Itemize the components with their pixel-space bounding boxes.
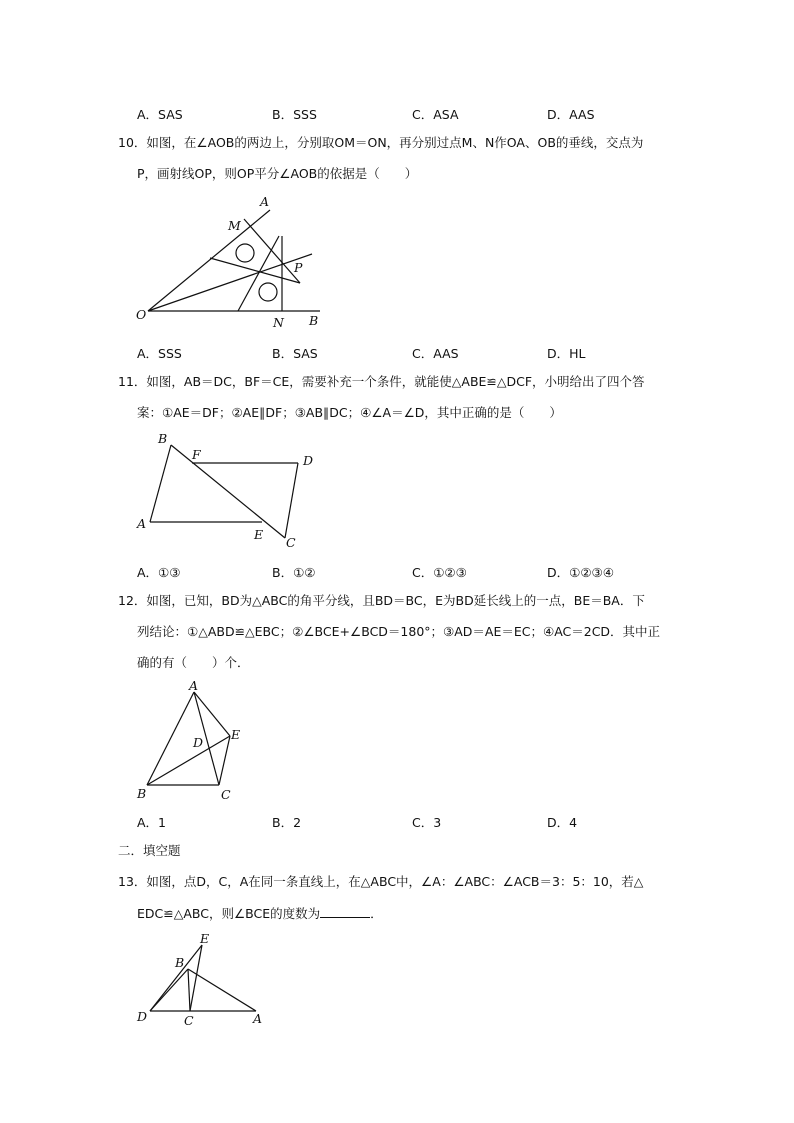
q13-stem-line2-end: ． xyxy=(370,906,383,921)
q10-label-b: B xyxy=(309,313,319,328)
q11-stem-line1: 11．如图，AB＝DC，BF＝CE，需要补充一个条件，就能使△ABE≌△DCF，小明给出了四个答 xyxy=(118,374,645,389)
q11-label-a: A xyxy=(137,516,147,531)
q11-stem-line2: 案：①AE＝DF；②AE∥DF；③AB∥DC；④∠A＝∠D，其中正确的是（ ） xyxy=(137,405,562,420)
q10-label-n: N xyxy=(273,315,284,330)
q10-option-b: B．SAS xyxy=(272,346,318,361)
seg-ec xyxy=(190,945,202,1011)
q12-label-c: C xyxy=(221,787,231,802)
section-title: 二．填空题 xyxy=(118,843,181,858)
q10-label-a: A xyxy=(260,194,270,209)
q10-label-m: M xyxy=(228,218,241,233)
q10-stem-line1: 10．如图，在∠AOB的两边上，分别取OM＝ON，再分别过点M、N作OA、OB的垂线，交点为 xyxy=(118,135,644,150)
q9-option-c: C．ASA xyxy=(412,107,459,122)
q12-label-e: E xyxy=(231,727,241,742)
q12-stem-line1: 12．如图，已知，BD为△ABC的角平分线，且BD＝BC，E为BD延长线上的一点，BE＝BA．下 xyxy=(118,593,645,608)
q10-option-c: C．AAS xyxy=(412,346,459,361)
q11-label-e: E xyxy=(254,527,264,542)
q11-label-f: F xyxy=(192,447,201,462)
q13-stem-line2-text: EDC≌△ABC，则∠BCE的度数为 xyxy=(137,906,321,921)
q9-option-d: D．AAS xyxy=(547,107,595,122)
q12-stem-line2: 列结论：①△ABD≌△EBC；②∠BCE+∠BCD＝180°；③AD＝AE＝EC；④AC＝2CD．其中正 xyxy=(137,624,661,639)
q11-option-c: C．①②③ xyxy=(412,565,467,580)
q9-option-b: B．SSS xyxy=(272,107,317,122)
q12-option-a: A．1 xyxy=(137,815,167,830)
q10-option-d: D．HL xyxy=(547,346,586,361)
q13-label-d: D xyxy=(137,1009,148,1024)
q10-option-a: A．SSS xyxy=(137,346,182,361)
q13-label-a: A xyxy=(253,1011,263,1026)
q12-option-d: D．4 xyxy=(547,815,578,830)
q12-label-d: D xyxy=(193,735,204,750)
q11-option-d: D．①②③④ xyxy=(547,565,614,580)
q13-label-c: C xyxy=(184,1013,194,1028)
q11-label-b: B xyxy=(158,431,168,446)
q13-label-b: B xyxy=(175,955,185,970)
q11-option-a: A．①③ xyxy=(137,565,181,580)
q10-label-o: O xyxy=(136,307,147,322)
q11-label-c: C xyxy=(286,535,296,550)
seg-bc xyxy=(188,969,190,1011)
q13-label-e: E xyxy=(200,931,210,946)
q11-option-b: B．①② xyxy=(272,565,316,580)
q12-label-a: A xyxy=(189,678,199,693)
q11-label-d: D xyxy=(303,453,314,468)
q13-stem-line1: 13．如图，点D，C，A在同一条直线上，在△ABC中，∠A：∠ABC：∠ACB＝3：5：10，若△ xyxy=(118,874,644,889)
q10-label-p: P xyxy=(294,260,303,275)
seg-ba xyxy=(188,969,256,1011)
q12-option-b: B．2 xyxy=(272,815,302,830)
q12-stem-line3: 确的有（ ）个． xyxy=(137,655,250,670)
q12-label-b: B xyxy=(137,786,147,801)
q9-option-a: A．SAS xyxy=(137,107,183,122)
q12-option-c: C．3 xyxy=(412,815,442,830)
q10-stem-line2: P，画射线OP，则OP平分∠AOB的依据是（ ） xyxy=(137,166,418,181)
